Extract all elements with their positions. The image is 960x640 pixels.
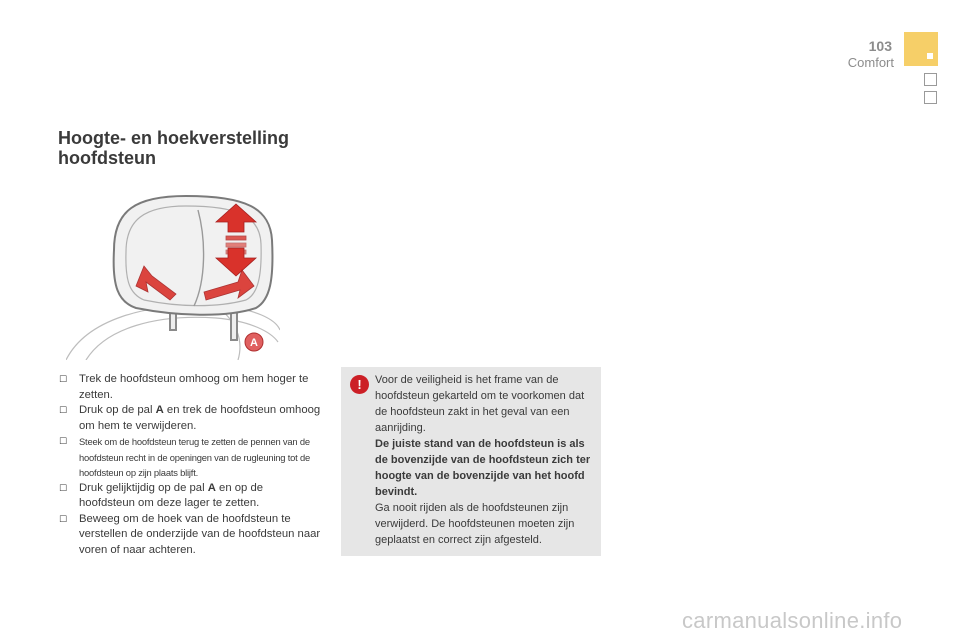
instruction-item: ☐ Trek de hoofdsteun omhoog om hem hoger te zetten. — [59, 373, 309, 401]
instruction-item: ☐ Druk gelijktijdig op de pal A en op de hoofdsteun om deze lager te zetten. — [59, 481, 264, 509]
section-title: Comfort — [847, 55, 894, 70]
nav-box-2 — [924, 91, 937, 104]
latch-label — [245, 333, 263, 351]
watermark: carmanualsonline.info — [682, 608, 903, 633]
headrest-cushion — [114, 196, 273, 315]
instruction-item: ☐ Beweeg om de hoek van de hoofdsteun te verstellen de onderzijde van de hoofdsteun naar voren of naar achteren. — [59, 512, 321, 556]
checkbox-bullet-icon: ☐ — [59, 405, 68, 415]
page-number: 103 — [868, 38, 892, 54]
nav-box-1 — [924, 73, 937, 86]
tab-mark — [927, 53, 933, 59]
svg-text:A: A — [250, 337, 258, 349]
warning-text: Voor de veiligheid is het frame van de hoofdsteun gekarteld om te voorkomen dat de hoofdsteun zakt in het geval van een aanrijding. De juiste stand van de hoofdsteun is als de bovenzijde van de hoofdsteun zich ter hoogte van de bovenzijde van het hoofd bevindt. Ga nooit rijden als de hoofdsteunen zijn verwijderd. De hoofdsteunen moeten zijn geplaatst en correct zijn afgesteld. — [375, 374, 591, 546]
headrest-illustration — [66, 190, 280, 360]
checkbox-bullet-icon: ☐ — [59, 482, 68, 493]
checkbox-bullet-icon: ☐ — [59, 374, 68, 384]
section-tab — [904, 32, 938, 66]
warning-icon: ! — [350, 375, 369, 394]
warning-box — [341, 367, 601, 556]
checkbox-bullet-icon: ☐ — [59, 436, 67, 446]
instruction-item: ☐ Steek om de hoofdsteun terug te zetten de pennen van de hoofdsteun recht in de openingen van de rugleuning tot de hoofdsteun op zijn plaats blijft. — [59, 436, 310, 478]
instruction-list — [58, 372, 322, 558]
instruction-item: ☐ Druk op de pal A en trek de hoofdsteun omhoog om hem te verwijderen. — [59, 404, 321, 432]
checkbox-bullet-icon: ☐ — [59, 513, 68, 524]
page-title: Hoogte- en hoekverstelling hoofdsteun — [58, 128, 290, 168]
